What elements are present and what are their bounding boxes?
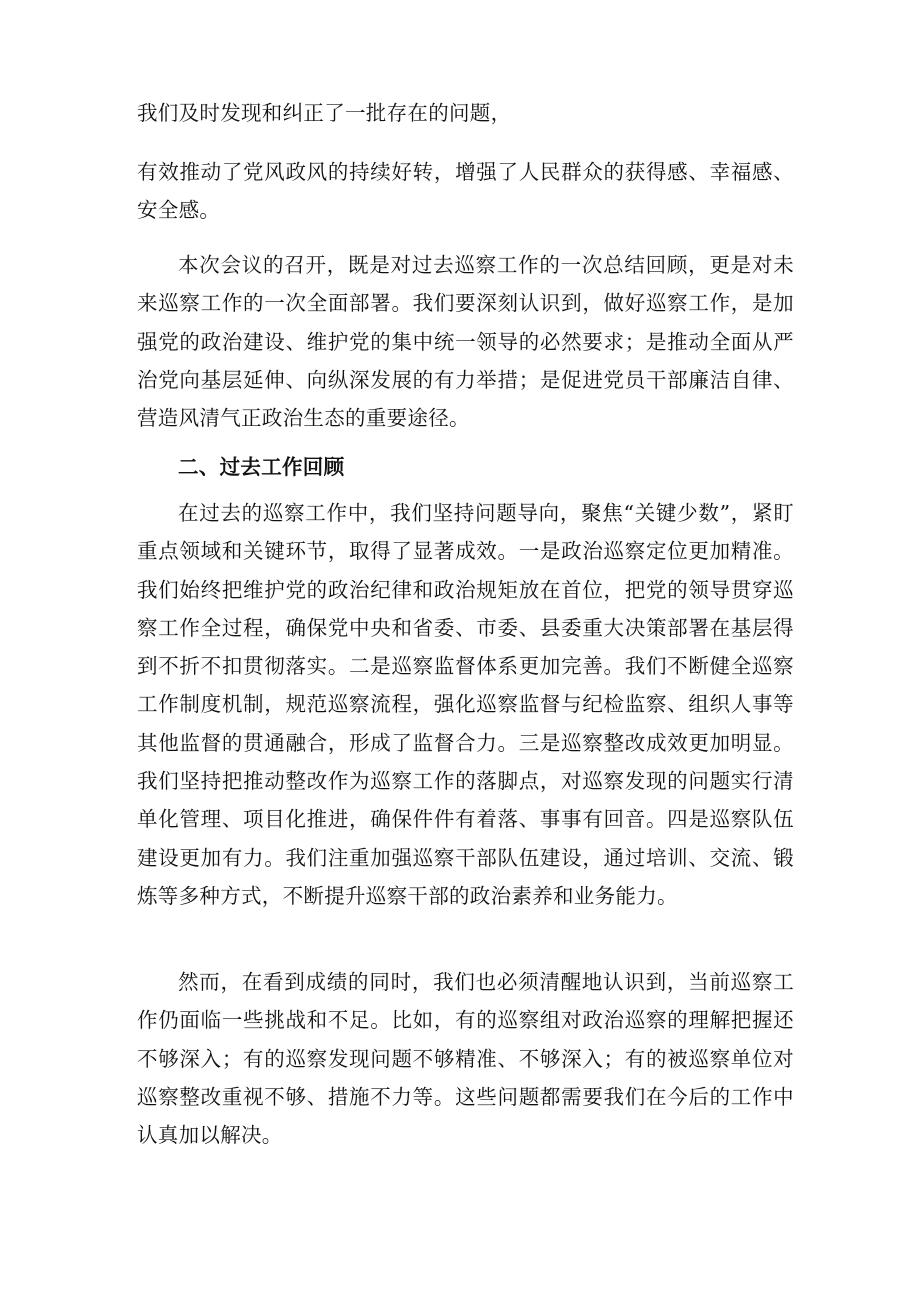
paragraph-past-achievements: 在过去的巡察工作中，我们坚持问题导向，聚焦“关键少数”，紧盯重点领域和关键环节，取得了显著成效。一是政治巡察定位更加精准。我们始终把维护党的政治纪律和政治规矩放在首位，把党的领导贯穿巡察工作全过程，确保党中央和省委、市委、县委重大决策部署在基层得到不折不扣贯彻落实。二是巡察监督体系更加完善。我们不断健全巡察工作制度机制，规范巡察流程，强化巡察监督与纪检监察、组织人事等其他监督的贯通融合，形成了监督合力。三是巡察整改成效更加明显。我们坚持把推动整改作为巡察工作的落脚点，对巡察发现的问题实行清单化管理、项目化推进，确保件件有着落、事事有回音。四是巡察队伍建设更加有力。我们注重加强巡察干部队伍建设，通过培训、交流、锻炼等多种方式，不断提升巡察干部的政治素养和业务能力。 bbox=[137, 501, 794, 908]
section-heading-past-review: 二、过去工作回顾 bbox=[178, 455, 345, 479]
paragraph-challenges: 然而，在看到成绩的同时，我们也必须清醒地认识到，当前巡察工作仍面临一些挑战和不足。比如，有的巡察组对政治巡察的理解把握还不够深入；有的巡察发现问题不够精准、不够深入；有的被巡察单位对巡察整改重视不够、措施不力等。这些问题都需要我们在今后的工作中认真加以解决。 bbox=[137, 970, 794, 1148]
paragraph-effects: 有效推动了党风政风的持续好转，增强了人民群众的获得感、幸福感、安全感。 bbox=[137, 160, 794, 223]
paragraph-meeting-significance: 本次会议的召开，既是对过去巡察工作的一次总结回顾，更是对未来巡察工作的一次全面部署。我们要深刻认识到，做好巡察工作，是加强党的政治建设、维护党的集中统一领导的必然要求；是推动全面从严治党向基层延伸、向纵深发展的有力举措；是促进党员干部廉洁自律、营造风清气正政治生态的重要途径。 bbox=[137, 253, 794, 431]
paragraph-problems-found: 我们及时发现和纠正了一批存在的问题， bbox=[137, 101, 512, 125]
